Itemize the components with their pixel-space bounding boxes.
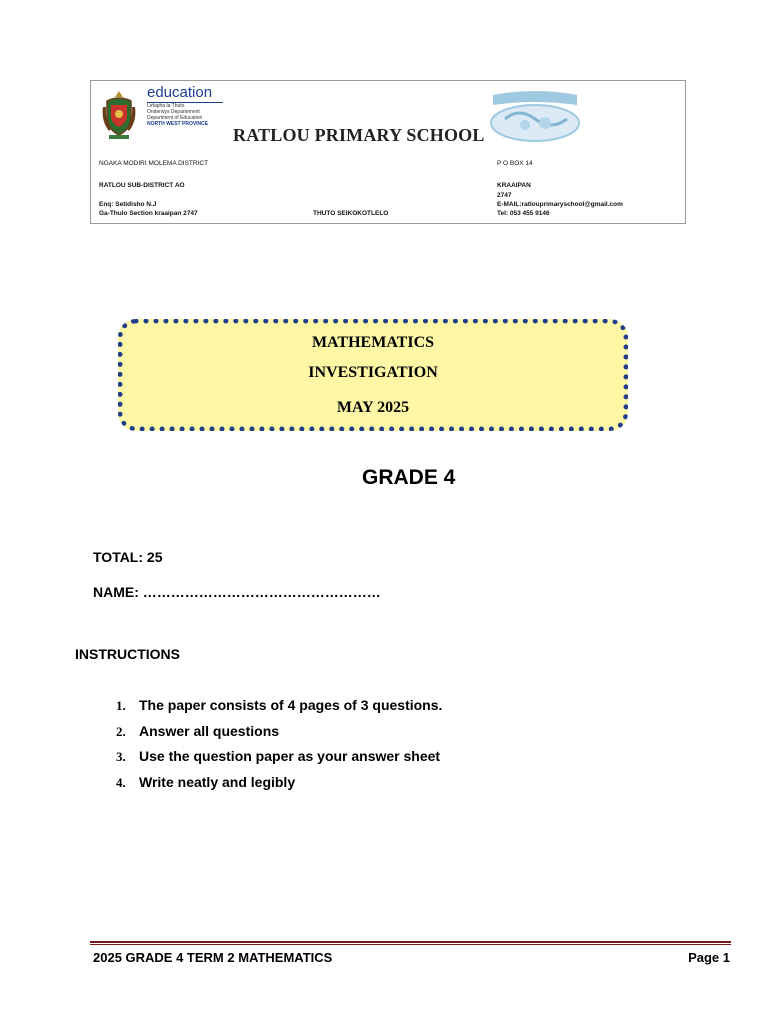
instruction-item bbox=[116, 748, 442, 774]
instruction-number: 1. bbox=[116, 698, 126, 713]
town: KRAAIPAN bbox=[497, 182, 531, 189]
page-number: Page 1 bbox=[688, 950, 730, 965]
po-box: P O BOX 14 bbox=[497, 160, 533, 167]
instruction-item bbox=[116, 774, 442, 800]
grade-heading: GRADE 4 bbox=[362, 466, 456, 489]
assessment-date: MAY 2025 bbox=[336, 399, 410, 416]
instruction-text: Write neatly and legibly bbox=[139, 773, 296, 790]
name-field[interactable]: NAME: …………………………………………… bbox=[93, 584, 381, 600]
instruction-text: The paper consists of 4 pages of 3 questions. bbox=[139, 697, 443, 713]
department-block bbox=[147, 85, 277, 127]
instruction-number: 2. bbox=[116, 723, 126, 739]
instruction-text: Answer all questions bbox=[139, 722, 280, 739]
department-title: education bbox=[147, 85, 223, 103]
instruction-item bbox=[116, 697, 442, 723]
email: E-MAIL:ratlouprimaryschool@gmail.com bbox=[497, 201, 623, 208]
department-line: Onderwys Departement bbox=[147, 109, 200, 115]
instruction-item bbox=[116, 723, 442, 749]
postal-code: 2747 bbox=[497, 192, 512, 199]
sub-district: RATLOU SUB-DISTRICT AO bbox=[99, 182, 185, 189]
instruction-number: 3. bbox=[116, 749, 126, 764]
instruction-text: Use the question paper as your answer sheet bbox=[139, 748, 441, 764]
instruction-number: 4. bbox=[116, 774, 126, 790]
address: Ga-Thulo Section kraaipan 2747 bbox=[99, 210, 198, 217]
assessment-type: INVESTIGATION bbox=[308, 364, 438, 381]
enquiries: Enq: Setidisho N.J bbox=[99, 201, 157, 208]
school-logo-icon bbox=[483, 89, 587, 143]
school-name: RATLOU PRIMARY SCHOOL bbox=[233, 125, 485, 145]
title-box bbox=[118, 319, 628, 431]
department-line: Lefapha la Thuto bbox=[147, 103, 185, 109]
letterhead bbox=[90, 80, 686, 224]
department-province: NORTH WEST PROVINCE bbox=[147, 121, 209, 127]
department-line: Department of Education bbox=[147, 115, 203, 121]
district: NGAKA MODIRI MOLEMA DISTRICT bbox=[99, 160, 209, 167]
footer-title: 2025 GRADE 4 TERM 2 MATHEMATICS bbox=[93, 950, 333, 965]
total-marks: TOTAL: 25 bbox=[93, 549, 163, 565]
instructions-heading: INSTRUCTIONS bbox=[75, 646, 180, 662]
footer-rule bbox=[90, 941, 731, 945]
subject-title: MATHEMATICS bbox=[311, 334, 435, 351]
motto: THUTO SEIKOKOTLELO bbox=[313, 210, 389, 217]
instructions-list bbox=[116, 697, 442, 799]
provincial-crest-icon bbox=[101, 87, 137, 141]
telephone: Tel: 053 455 9146 bbox=[497, 210, 550, 217]
